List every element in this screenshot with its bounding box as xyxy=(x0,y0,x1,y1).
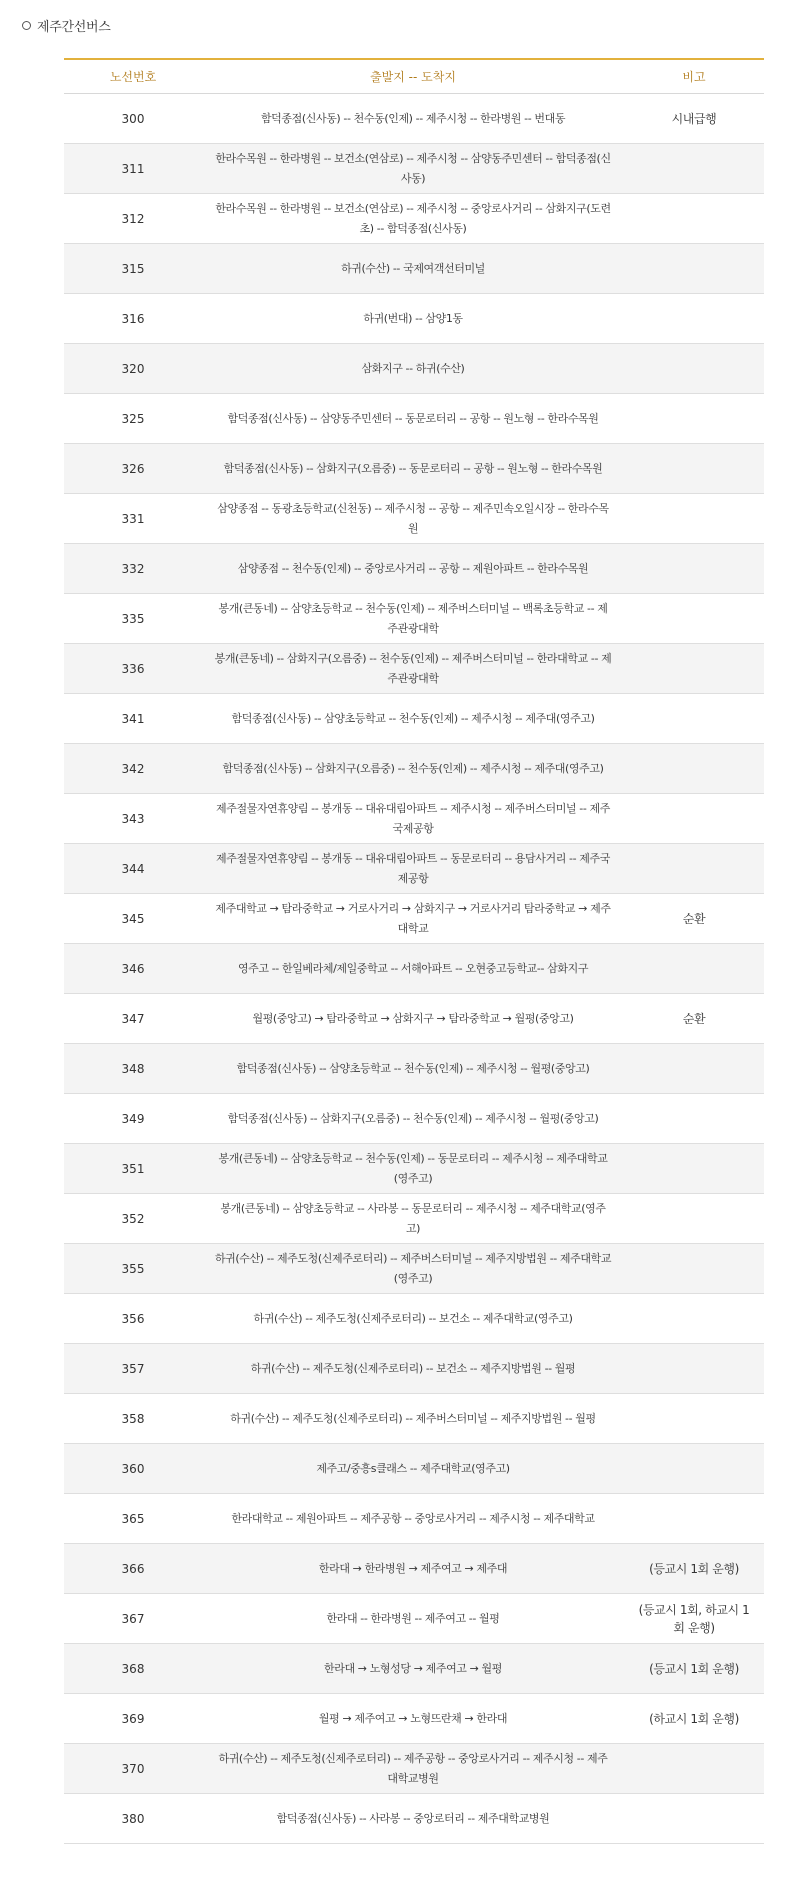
route-note-cell xyxy=(624,1144,764,1194)
route-number-cell: 336 xyxy=(64,644,202,694)
route-number-cell: 355 xyxy=(64,1244,202,1294)
table-row xyxy=(64,1744,764,1794)
route-number-cell: 356 xyxy=(64,1294,202,1344)
route-path-cell: 삼양종점 -- 천수동(인제) -- 중앙로사거리 -- 공항 -- 제원아파트 -- 한라수목원 xyxy=(202,544,624,594)
route-number-cell: 370 xyxy=(64,1744,202,1794)
route-note-cell xyxy=(624,444,764,494)
route-path-cell: 제주고/중흥s클래스 -- 제주대학교(영주고) xyxy=(202,1444,624,1494)
route-path-cell: 함덕종점(신사동) -- 삼양동주민센터 -- 동문로터리 -- 공항 -- 원노형 -- 한라수목원 xyxy=(202,394,624,444)
table-row xyxy=(64,194,764,244)
table-row xyxy=(64,944,764,994)
route-number-cell: 346 xyxy=(64,944,202,994)
table-row xyxy=(64,1194,764,1244)
route-path-cell: 영주고 -- 한일베라체/제일중학교 -- 서해아파트 -- 오현중고등학교-- 삼화지구 xyxy=(202,944,624,994)
route-path-cell: 하귀(수산) -- 제주도청(신제주로터리) -- 보건소 -- 제주지방법원 -- 월평 xyxy=(202,1344,624,1394)
route-number-cell: 312 xyxy=(64,194,202,244)
route-note-cell: (등교시 1회 운행) xyxy=(624,1644,764,1694)
route-path-cell: 하귀(번대) -- 삼양1동 xyxy=(202,294,624,344)
route-number-cell: 315 xyxy=(64,244,202,294)
route-path-cell: 제주절물자연휴양림 -- 봉개동 -- 대유대림아파트 -- 동문로터리 -- 용담사거리 -- 제주국제공항 xyxy=(202,844,624,894)
route-note-cell xyxy=(624,744,764,794)
route-number-cell: 300 xyxy=(64,94,202,144)
table-row xyxy=(64,1494,764,1544)
route-note-cell xyxy=(624,594,764,644)
route-path-cell: 삼양종점 -- 동광초등학교(신천동) -- 제주시청 -- 공항 -- 제주민속오일시장 -- 한라수목원 xyxy=(202,494,624,544)
route-number-cell: 367 xyxy=(64,1594,202,1644)
route-number-cell: 325 xyxy=(64,394,202,444)
route-note-cell xyxy=(624,844,764,894)
table-row xyxy=(64,1694,764,1744)
route-note-cell xyxy=(624,1494,764,1544)
route-note-cell xyxy=(624,144,764,194)
route-path-cell: 하귀(수산) -- 제주도청(신제주로터리) -- 제주버스터미널 -- 제주지방법원 -- 월평 xyxy=(202,1394,624,1444)
route-note-cell xyxy=(624,1044,764,1094)
route-note-cell xyxy=(624,194,764,244)
table-row xyxy=(64,894,764,944)
route-note-cell xyxy=(624,294,764,344)
route-number-cell: 320 xyxy=(64,344,202,394)
route-number-cell: 326 xyxy=(64,444,202,494)
route-number-cell: 332 xyxy=(64,544,202,594)
route-path-cell: 함덕종점(신사동) -- 삼화지구(오름중) -- 천수동(인제) -- 제주시청 -- 제주대(영주고) xyxy=(202,744,624,794)
route-path-cell: 제주절물자연휴양림 -- 봉개동 -- 대유대림아파트 -- 제주시청 -- 제주버스터미널 -- 제주국제공항 xyxy=(202,794,624,844)
route-path-cell: 한라대 -- 한라병원 -- 제주여고 -- 월평 xyxy=(202,1594,624,1644)
route-number-cell: 343 xyxy=(64,794,202,844)
route-number-cell: 345 xyxy=(64,894,202,944)
route-note-cell xyxy=(624,1444,764,1494)
route-number-cell: 358 xyxy=(64,1394,202,1444)
table-row xyxy=(64,144,764,194)
table-row xyxy=(64,694,764,744)
table-row xyxy=(64,1044,764,1094)
route-note-cell: 시내급행 xyxy=(624,94,764,144)
route-path-cell: 함덕종점(신사동) -- 삼화지구(오름중) -- 동문로터리 -- 공항 -- 원노형 -- 한라수목원 xyxy=(202,444,624,494)
route-note-cell xyxy=(624,494,764,544)
route-note-cell: 순환 xyxy=(624,994,764,1044)
table-row xyxy=(64,1594,764,1644)
table-row xyxy=(64,1794,764,1844)
route-note-cell xyxy=(624,794,764,844)
table-row xyxy=(64,1444,764,1494)
table-row xyxy=(64,744,764,794)
route-number-cell: 342 xyxy=(64,744,202,794)
route-number-cell: 365 xyxy=(64,1494,202,1544)
table-row xyxy=(64,1644,764,1694)
section-title-text: 제주간선버스 xyxy=(37,20,111,35)
route-note-cell: (등교시 1회 운행) xyxy=(624,1544,764,1594)
route-note-cell xyxy=(624,244,764,294)
route-path-cell: 봉개(큰동네) -- 삼양초등학교 -- 천수동(인제) -- 제주버스터미널 -- 백록초등학교 -- 제주관광대학 xyxy=(202,594,624,644)
route-number-cell: 369 xyxy=(64,1694,202,1744)
route-path-cell: 하귀(수산) -- 제주도청(신제주로터리) -- 제주버스터미널 -- 제주지방법원 -- 제주대학교(영주고) xyxy=(202,1244,624,1294)
table-row xyxy=(64,494,764,544)
bus-route-table xyxy=(64,58,764,1844)
table-row xyxy=(64,1244,764,1294)
route-path-cell: 함덕종점(신사동) -- 천수동(인제) -- 제주시청 -- 한라병원 -- 번대동 xyxy=(202,94,624,144)
route-number-cell: 348 xyxy=(64,1044,202,1094)
route-number-cell: 335 xyxy=(64,594,202,644)
route-path-cell: 하귀(수산) -- 제주도청(신제주로터리) -- 제주공항 -- 중앙로사거리 -- 제주시청 -- 제주대학교병원 xyxy=(202,1744,624,1794)
route-path-cell: 한라수목원 -- 한라병원 -- 보건소(연삼로) -- 제주시청 -- 중앙로사거리 -- 삼화지구(도련초) -- 함덕종점(신사동) xyxy=(202,194,624,244)
route-path-cell: 한라대 → 한라병원 → 제주여고 → 제주대 xyxy=(202,1544,624,1594)
header-remarks: 비고 xyxy=(624,59,764,94)
route-note-cell xyxy=(624,1094,764,1144)
route-note-cell xyxy=(624,544,764,594)
route-number-cell: 351 xyxy=(64,1144,202,1194)
table-row xyxy=(64,1344,764,1394)
route-path-cell: 한라대 → 노형성당 → 제주여고 → 월평 xyxy=(202,1644,624,1694)
route-number-cell: 347 xyxy=(64,994,202,1044)
route-number-cell: 311 xyxy=(64,144,202,194)
route-path-cell: 봉개(큰동네) -- 삼양초등학교 -- 사라봉 -- 동문로터리 -- 제주시청 -- 제주대학교(영주고) xyxy=(202,1194,624,1244)
route-path-cell: 함덕종점(신사동) -- 삼양초등학교 -- 천수동(인제) -- 제주시청 -- 월평(중앙고) xyxy=(202,1044,624,1094)
route-path-cell: 한라대학교 -- 제원아파트 -- 제주공항 -- 중앙로사거리 -- 제주시청 -- 제주대학교 xyxy=(202,1494,624,1544)
route-number-cell: 316 xyxy=(64,294,202,344)
route-path-cell: 한라수목원 -- 한라병원 -- 보건소(연삼로) -- 제주시청 -- 삼양동주민센터 -- 함덕종점(신사동) xyxy=(202,144,624,194)
table-row xyxy=(64,1144,764,1194)
header-origin-destination: 출발지 -- 도착지 xyxy=(202,59,624,94)
route-note-cell xyxy=(624,1344,764,1394)
route-number-cell: 349 xyxy=(64,1094,202,1144)
table-row xyxy=(64,1294,764,1344)
route-note-cell xyxy=(624,394,764,444)
table-row xyxy=(64,844,764,894)
route-note-cell: 순환 xyxy=(624,894,764,944)
route-path-cell: 봉개(큰동네) -- 삼양초등학교 -- 천수동(인제) -- 동문로터리 -- 제주시청 -- 제주대학교(영주고) xyxy=(202,1144,624,1194)
route-note-cell xyxy=(624,344,764,394)
circle-bullet-icon xyxy=(22,21,31,30)
route-number-cell: 380 xyxy=(64,1794,202,1844)
route-number-cell: 357 xyxy=(64,1344,202,1394)
table-row xyxy=(64,994,764,1044)
header-route-number: 노선번호 xyxy=(64,59,202,94)
route-path-cell: 하귀(수산) -- 국제여객선터미널 xyxy=(202,244,624,294)
route-note-cell xyxy=(624,1294,764,1344)
table-row xyxy=(64,444,764,494)
route-number-cell: 368 xyxy=(64,1644,202,1694)
table-row xyxy=(64,94,764,144)
table-header-row xyxy=(64,59,764,94)
route-number-cell: 344 xyxy=(64,844,202,894)
table-row xyxy=(64,344,764,394)
section-title xyxy=(22,16,111,35)
route-path-cell: 삼화지구 -- 하귀(수산) xyxy=(202,344,624,394)
route-path-cell: 월평(중앙고) → 탐라중학교 → 삼화지구 → 탐라중학교 → 월평(중앙고) xyxy=(202,994,624,1044)
route-path-cell: 함덕종점(신사동) -- 사라봉 -- 중앙로터리 -- 제주대학교병원 xyxy=(202,1794,624,1844)
table-row xyxy=(64,544,764,594)
route-number-cell: 341 xyxy=(64,694,202,744)
route-number-cell: 360 xyxy=(64,1444,202,1494)
table-body xyxy=(64,94,764,1844)
route-note-cell xyxy=(624,1394,764,1444)
route-note-cell: (등교시 1회, 하교시 1회 운행) xyxy=(624,1594,764,1644)
route-note-cell xyxy=(624,1794,764,1844)
table-row xyxy=(64,1394,764,1444)
route-path-cell: 봉개(큰동네) -- 삼화지구(오름중) -- 천수동(인제) -- 제주버스터미널 -- 한라대학교 -- 제주관광대학 xyxy=(202,644,624,694)
route-path-cell: 함덕종점(신사동) -- 삼화지구(오름중) -- 천수동(인제) -- 제주시청 -- 월평(중앙고) xyxy=(202,1094,624,1144)
route-path-cell: 제주대학교 → 탐라중학교 → 거로사거리 → 삼화지구 → 거로사거리 탐라중학교 → 제주대학교 xyxy=(202,894,624,944)
table-row xyxy=(64,594,764,644)
route-note-cell: (하교시 1회 운행) xyxy=(624,1694,764,1744)
table-row xyxy=(64,244,764,294)
route-note-cell xyxy=(624,1244,764,1294)
route-number-cell: 366 xyxy=(64,1544,202,1594)
table-row xyxy=(64,1544,764,1594)
route-number-cell: 352 xyxy=(64,1194,202,1244)
route-path-cell: 하귀(수산) -- 제주도청(신제주로터리) -- 보건소 -- 제주대학교(영주고) xyxy=(202,1294,624,1344)
table-row xyxy=(64,644,764,694)
route-path-cell: 함덕종점(신사동) -- 삼양초등학교 -- 천수동(인제) -- 제주시청 -- 제주대(영주고) xyxy=(202,694,624,744)
route-note-cell xyxy=(624,944,764,994)
route-note-cell xyxy=(624,1194,764,1244)
table-row xyxy=(64,394,764,444)
route-path-cell: 월평 → 제주여고 → 노형뜨란채 → 한라대 xyxy=(202,1694,624,1744)
table-row xyxy=(64,294,764,344)
route-note-cell xyxy=(624,694,764,744)
route-note-cell xyxy=(624,1744,764,1794)
route-note-cell xyxy=(624,644,764,694)
table-row xyxy=(64,1094,764,1144)
route-number-cell: 331 xyxy=(64,494,202,544)
table-row xyxy=(64,794,764,844)
